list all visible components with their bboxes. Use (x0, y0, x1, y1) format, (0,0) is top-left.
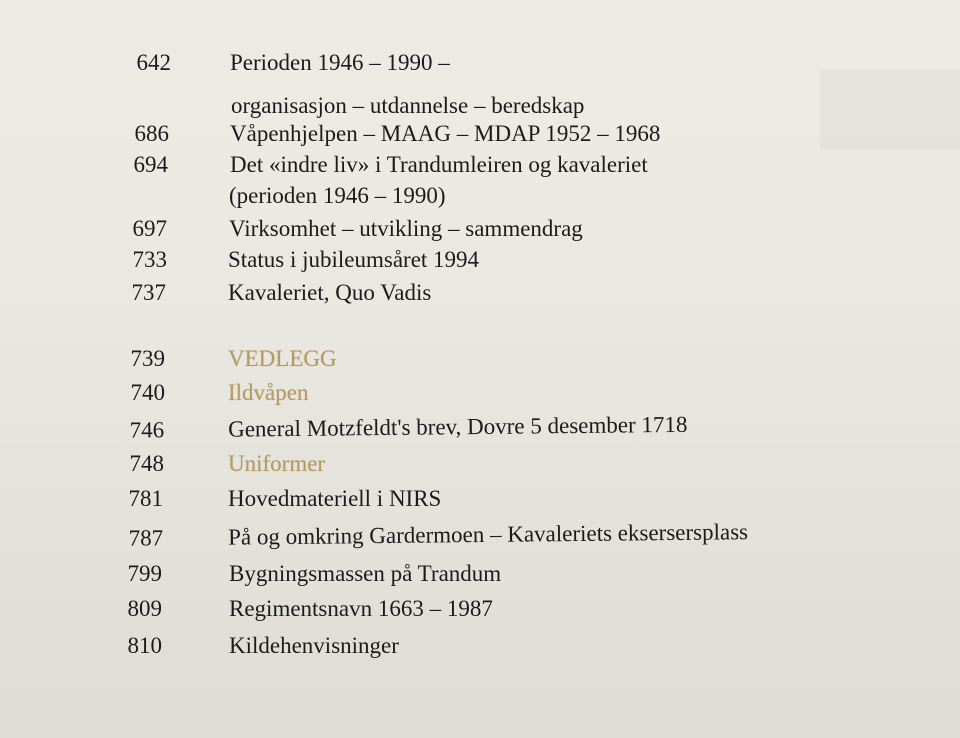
toc-entry-787 (0, 517, 960, 551)
toc-page-number: 697 (132, 216, 167, 241)
toc-page-number: 748 (129, 451, 164, 476)
toc-title: Våpenhjelpen – MAAG – MDAP 1952 – 1968 (230, 121, 661, 146)
toc-title: Det «indre liv» i Trandumleiren og kavaleriet (230, 152, 648, 177)
toc-title: På og omkring Gardermoen – Kavaleriets eksersersplass (228, 519, 749, 550)
toc-page-number: 787 (128, 525, 164, 551)
toc-title: organisasjon – utdannelse – beredskap (231, 93, 585, 118)
toc-page-number: 809 (127, 596, 162, 621)
toc-page-number: 642 (136, 50, 171, 75)
toc-title: Bygningsmassen på Trandum (229, 561, 502, 586)
toc-page-number: 746 (129, 417, 165, 443)
toc-entry-746 (0, 409, 960, 443)
toc-page-number: 740 (130, 380, 165, 405)
toc-title: (perioden 1946 – 1990) (229, 183, 446, 208)
toc-title: Regimentsnavn 1663 – 1987 (229, 596, 493, 621)
toc-title: Status i jubileumsåret 1994 (228, 247, 480, 272)
toc-title: Ildvåpen (228, 380, 309, 405)
toc-title: Hovedmateriell i NIRS (228, 486, 442, 511)
toc-title: Uniformer (228, 451, 326, 476)
toc-page-number: 694 (133, 152, 168, 177)
toc-section-heading: VEDLEGG (228, 346, 337, 371)
toc-page-number: 810 (127, 633, 162, 658)
toc-title: Virksomhet – utvikling – sammendrag (229, 216, 583, 241)
toc-title: Kavaleriet, Quo Vadis (228, 280, 432, 305)
toc-page-number: 799 (127, 561, 162, 586)
toc-page-number: 737 (131, 280, 166, 305)
toc-page-number: 739 (130, 346, 165, 371)
toc-page-number: 686 (134, 121, 169, 146)
toc-title: Perioden 1946 – 1990 – (230, 50, 450, 75)
toc-page-number: 733 (132, 247, 167, 272)
toc-title: General Motzfeldt's brev, Dovre 5 desember 1718 (228, 411, 688, 442)
toc-title: Kildehenvisninger (229, 633, 399, 658)
toc-page-number: 781 (128, 486, 163, 511)
